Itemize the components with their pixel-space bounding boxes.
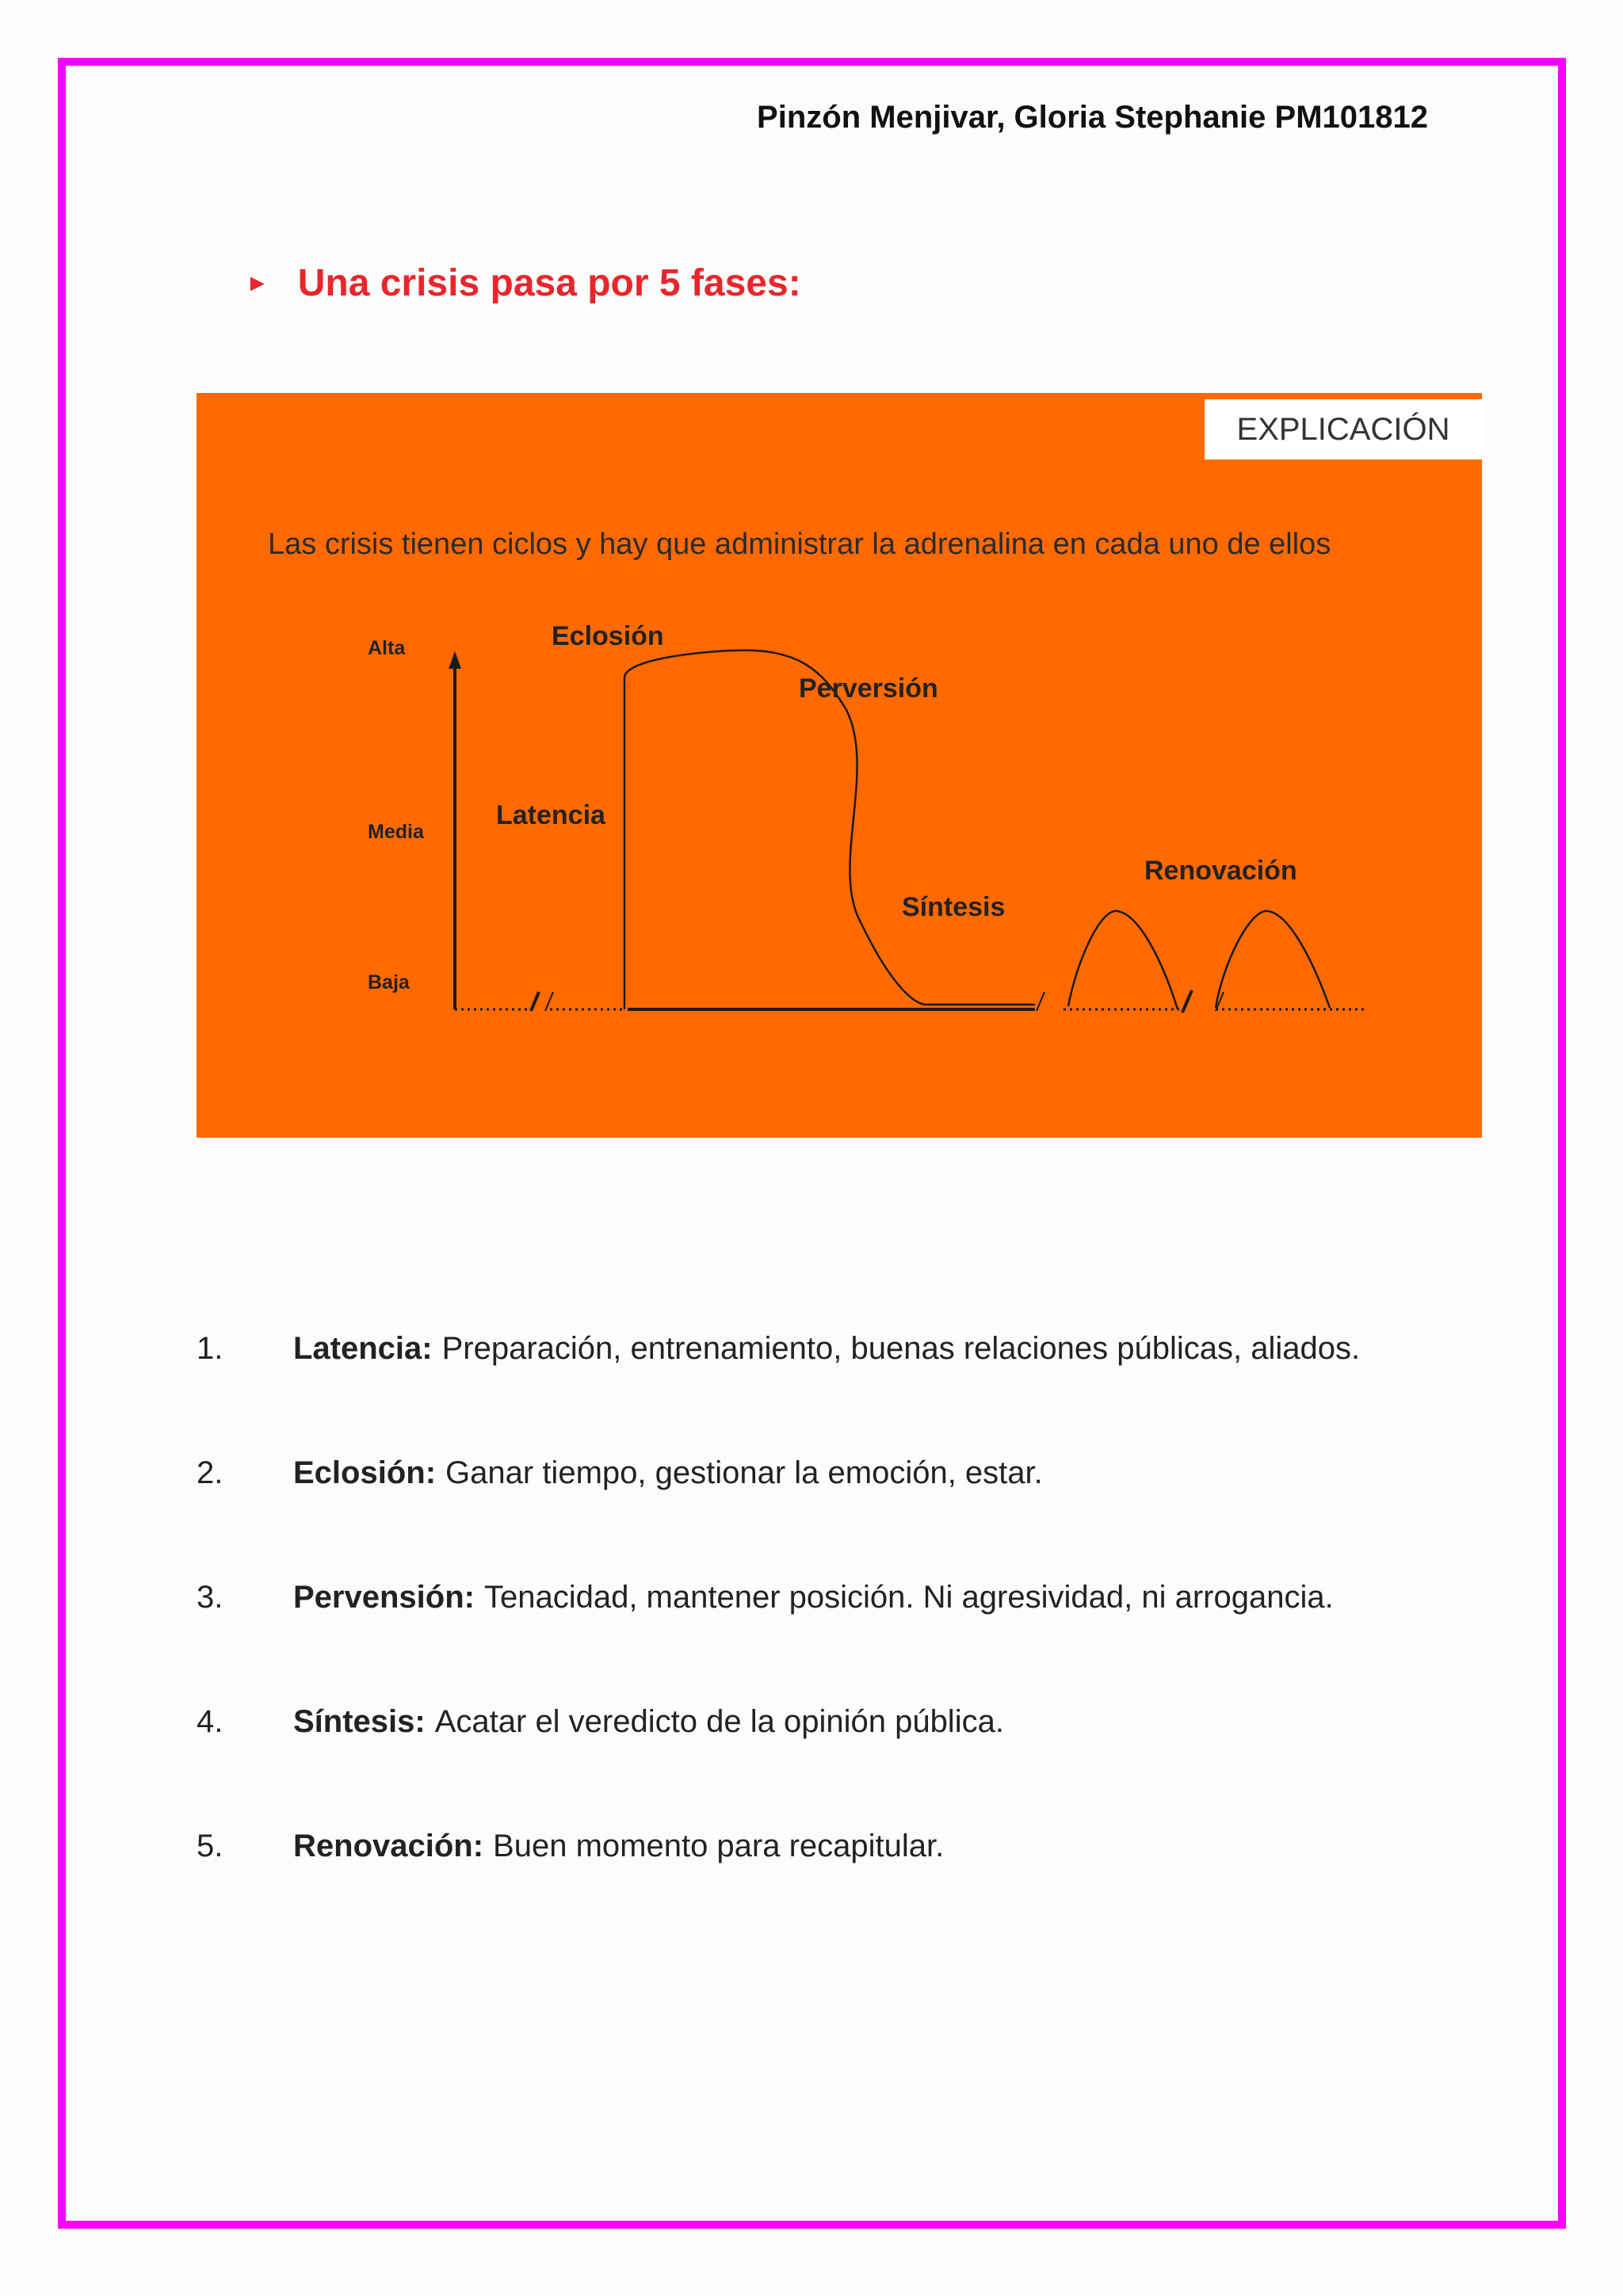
break-mark-3 [1037, 992, 1044, 1011]
item-number: 5. [197, 1829, 223, 1863]
item-number: 1. [197, 1331, 223, 1366]
renewal-bump-2 [1216, 911, 1330, 1008]
item-number: 3. [197, 1580, 223, 1615]
list-item [197, 1580, 1504, 1704]
break-mark-4 [1182, 990, 1192, 1013]
break-mark-2 [545, 992, 553, 1011]
renewal-bump-1 [1068, 911, 1178, 1009]
item-description: Tenacidad, mantener posición. Ni agresividad, ni arrogancia. [483, 1580, 1334, 1615]
item-term: Latencia: [293, 1331, 433, 1366]
phase-list [197, 1331, 1504, 1953]
list-item [197, 1455, 1504, 1580]
list-item [197, 1704, 1504, 1829]
break-mark-1 [531, 992, 539, 1011]
item-description: Acatar el veredicto de la opinión pública. [434, 1704, 1004, 1739]
crisis-curve [624, 650, 1035, 1009]
crisis-cycle-slide [197, 393, 1482, 1138]
y-level-high: Alta [368, 637, 406, 659]
item-number: 2. [197, 1455, 223, 1490]
item-description: Preparación, entrenamiento, buenas relaciones públicas, aliados. [441, 1331, 1361, 1366]
y-axis-arrow [449, 651, 461, 669]
label-renovacion: Renovación [1144, 856, 1297, 886]
slide-subtitle: Las crisis tienen ciclos y hay que administrar la adrenalina en cada uno de ellos [268, 528, 1331, 561]
author-line: Pinzón Menjivar, Gloria Stephanie PM101812 [757, 100, 1428, 135]
item-number: 4. [197, 1704, 223, 1739]
slide-tag: EXPLICACIÓN [1205, 399, 1482, 460]
item-term: Eclosión: [293, 1455, 437, 1490]
y-level-low: Baja [368, 971, 410, 994]
item-term: Pervensión: [293, 1580, 475, 1615]
item-description: Ganar tiempo, gestionar la emoción, estar. [445, 1455, 1043, 1490]
heading-text: Una crisis pasa por 5 fases: [297, 262, 801, 304]
triangle-bullet-icon: ► [246, 269, 269, 296]
label-latencia: Latencia [496, 800, 605, 830]
crisis-cycle-diagram [197, 393, 1482, 1138]
item-description: Buen momento para recapitular. [493, 1829, 945, 1863]
y-level-medium: Media [368, 821, 424, 843]
label-perversion: Perversión [799, 673, 938, 704]
label-eclosion: Eclosión [552, 621, 664, 651]
list-item [197, 1829, 1504, 1953]
label-sintesis: Síntesis [902, 892, 1006, 922]
item-term: Síntesis: [293, 1704, 426, 1739]
item-term: Renovación: [293, 1829, 484, 1863]
section-heading [246, 261, 801, 305]
list-item [197, 1331, 1504, 1455]
